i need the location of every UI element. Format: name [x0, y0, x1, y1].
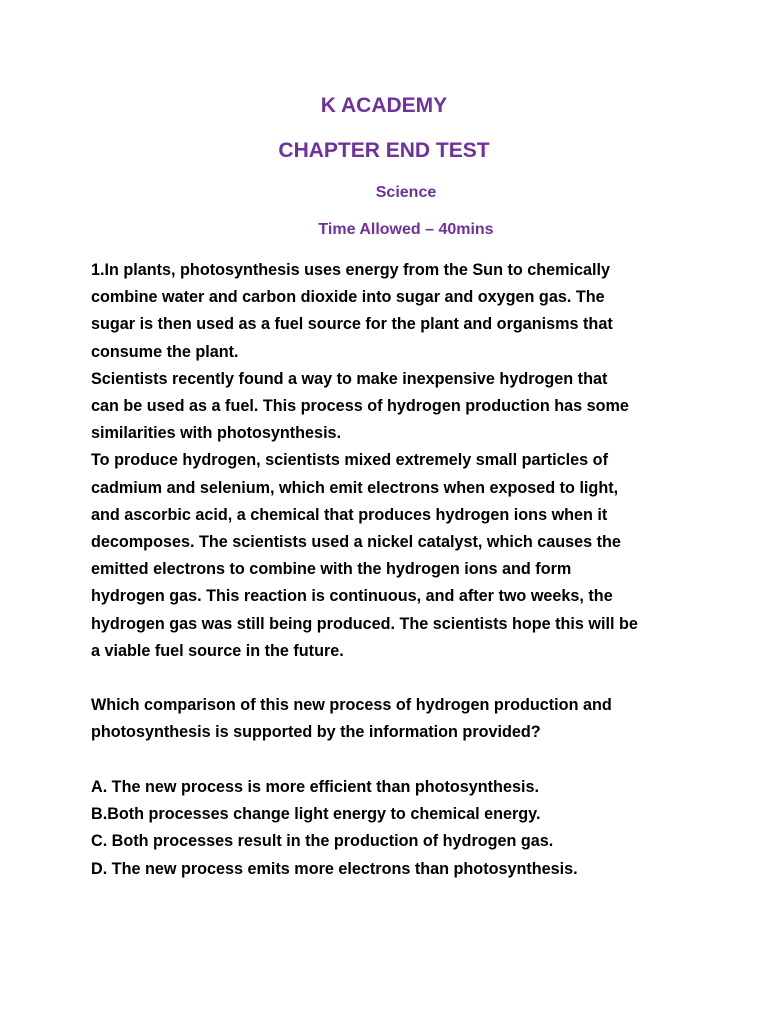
academy-name: K ACADEMY — [320, 94, 448, 117]
passage-line: To produce hydrogen, scientists mixed extremely small particles of — [91, 451, 608, 470]
question-line: photosynthesis is supported by the information provided? — [91, 723, 541, 742]
option-c: C. Both processes result in the production of hydrogen gas. — [91, 832, 554, 851]
time-allowed: Time Allowed – 40mins — [318, 221, 494, 238]
passage-line: decomposes. The scientists used a nickel catalyst, which causes the — [91, 533, 621, 552]
passage-line: combine water and carbon dioxide into sugar and oxygen gas. The — [91, 288, 605, 307]
question-passage — [91, 257, 691, 665]
passage-line: a viable fuel source in the future. — [91, 641, 344, 660]
passage-line: sugar is then used as a fuel source for the plant and organisms that — [91, 315, 613, 334]
passage-line: and ascorbic acid, a chemical that produces hydrogen ions when it — [91, 505, 608, 524]
passage-line: consume the plant. — [91, 342, 239, 361]
option-b: B.Both processes change light energy to chemical energy. — [91, 805, 541, 824]
passage-line: hydrogen gas was still being produced. The scientists hope this will be — [91, 614, 638, 633]
option-a: A. The new process is more efficient than photosynthesis. — [91, 778, 539, 796]
passage-line: emitted electrons to combine with the hydrogen ions and form — [91, 560, 572, 579]
option-d: D. The new process emits more electrons than photosynthesis. — [91, 859, 578, 878]
passage-line: cadmium and selenium, which emit electrons when exposed to light, — [91, 478, 619, 497]
subject-label: Science — [375, 184, 437, 201]
passage-line: similarities with photosynthesis. — [91, 424, 342, 443]
test-title: CHAPTER END TEST — [278, 139, 490, 162]
passage-line: 1.In plants, photosynthesis uses energy from the Sun to chemically — [91, 261, 611, 279]
question-prompt — [91, 692, 691, 746]
passage-line: hydrogen gas. This reaction is continuous, and after two weeks, the — [91, 587, 613, 606]
passage-line: Scientists recently found a way to make inexpensive hydrogen that — [91, 369, 608, 388]
passage-line: can be used as a fuel. This process of hydrogen production has some — [91, 397, 629, 416]
answer-options — [91, 774, 691, 883]
question-line: Which comparison of this new process of hydrogen production and — [91, 696, 612, 714]
